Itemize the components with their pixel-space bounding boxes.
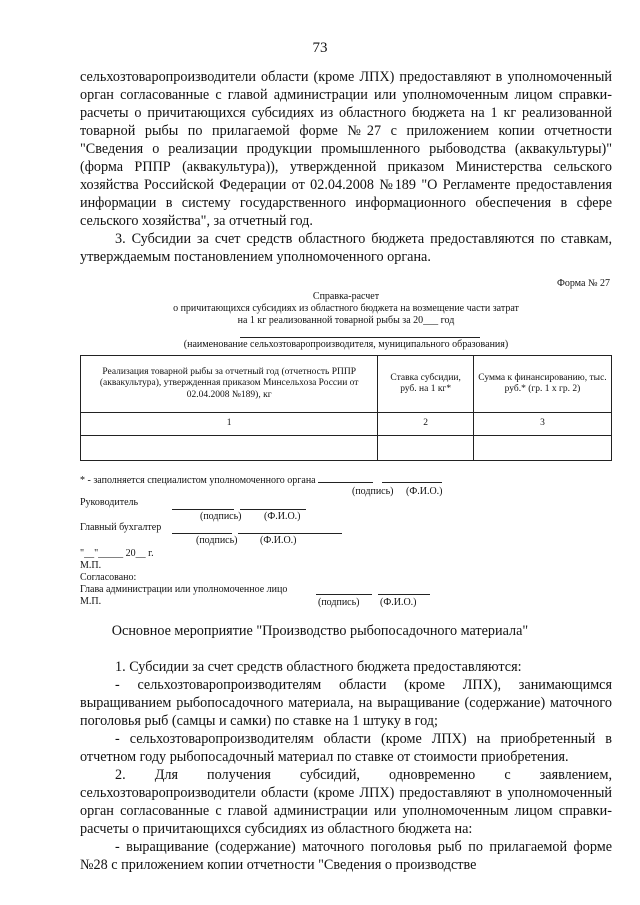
data-cell-3 xyxy=(473,436,611,461)
date-line: "__"_____ 20__ г. xyxy=(80,548,154,559)
admin-name-caption: (Ф.И.О.) xyxy=(380,597,417,608)
accountant-sign-line xyxy=(172,533,232,534)
column-number-2: 2 xyxy=(378,413,474,436)
accountant-label: Главный бухгалтер xyxy=(80,522,162,533)
data-cell-1 xyxy=(81,436,378,461)
calculation-table xyxy=(80,355,612,461)
section-heading: Основное мероприятие "Производство рыбопосадочного материала" xyxy=(111,623,529,639)
form-title: Справка-расчет xyxy=(312,291,380,302)
data-cell-2 xyxy=(378,436,474,461)
stamp-label: М.П. xyxy=(80,560,102,571)
head-sign-line xyxy=(172,509,234,510)
admin-sign-caption: (подпись) xyxy=(318,597,360,608)
section-paragraph-4: 2. Для получения субсидий, одновременно с заявлением, сельхозтоваропроизводители области (кроме ЛПХ) предоставляют в уполномоченный орган согласованные с главой администрации или уполномоченным лицом справки-расчеты о причитающихся субсидиях из областного бюджета на: xyxy=(80,767,612,837)
section-body xyxy=(80,658,612,874)
header-cell-rate: Ставка субсидии, руб. на 1 кг* xyxy=(378,356,474,413)
accountant-sign-caption: (подпись) xyxy=(196,535,238,546)
table-data-row xyxy=(81,436,612,461)
accountant-name-line xyxy=(238,533,342,534)
footnote-sign-line xyxy=(318,482,373,483)
admin-name-line xyxy=(378,594,430,595)
footnote-name-line xyxy=(382,482,442,483)
intro-text: сельхозтоваропроизводители области (кроме ЛПХ) предоставляют в уполномоченный орган согласованные с главой администрации или уполномоченным лицом справки-расчеты о причитающихся субсидиях из областного бюджета на 1 кг реализованной товарной рыбы по прилагаемой форме №27 с приложением копии отчетности "Сведения о реализации продукции промышленного рыбоводства (аквакультуры)" (форма РППР (аквакультура)), утвержденной приказом Министерства сельского хозяйства Российской Федерации от 02.04.2008 №189 "О Регламенте предоставления информации в систему государственного информационного обеспечения в сфере сельского хозяйства", за отчетный год. xyxy=(80,69,612,229)
intro-paragraph xyxy=(80,68,612,266)
section-paragraph-5: - выращивание (содержание) маточного поголовья рыб по прилагаемой форме №28 с приложением копии отчетности "Сведения о производстве xyxy=(80,839,612,873)
section-paragraph-3: - сельхозтоваропроизводителям области (кроме ЛПХ) на приобретенный в отчетном году рыбопосадочный материал по ставке от стоимости приобретения. xyxy=(80,731,612,765)
paragraph-3: 3. Субсидии за счет средств областного бюджета предоставляются по ставкам, утверждаемым постановлением уполномоченного органа. xyxy=(80,231,612,265)
head-name-line xyxy=(240,509,306,510)
form-subtitle-1: о причитающихся субсидиях из областного бюджета на возмещение части затрат xyxy=(173,303,519,314)
agreed-label: Согласовано: xyxy=(80,572,137,583)
table-number-row xyxy=(81,413,612,436)
producer-caption: (наименование сельхозтоваропроизводителя, муниципального образования) xyxy=(183,339,509,350)
header-cell-amount: Сумма к финансированию, тыс. руб.* (гр. 1 х гр. 2) xyxy=(473,356,611,413)
table-header-row xyxy=(81,356,612,413)
footnote-sign-caption: (подпись) xyxy=(352,486,394,497)
form-subtitle-2: на 1 кг реализованной товарной рыбы за 20___ год xyxy=(237,315,455,326)
column-number-3: 3 xyxy=(473,413,611,436)
admin-stamp: М.П. xyxy=(80,596,102,607)
admin-label: Глава администрации или уполномоченное лицо xyxy=(80,584,288,595)
footnote-text: * - заполняется специалистом уполномоченного органа xyxy=(80,475,316,486)
accountant-name-caption: (Ф.И.О.) xyxy=(260,535,297,546)
header-cell-sales: Реализация товарной рыбы за отчетный год (отчетность РППР (аквакультура), утвержденная приказом Минсельхоза России от 02.04.2008 №189), кг xyxy=(81,356,378,413)
footnote-name-caption: (Ф.И.О.) xyxy=(406,486,443,497)
page-number: 73 xyxy=(312,40,328,56)
section-paragraph-1: 1. Субсидии за счет средств областного бюджета предоставляются: xyxy=(115,659,522,675)
head-label: Руководитель xyxy=(80,497,139,508)
column-number-1: 1 xyxy=(81,413,378,436)
form-number: Форма № 27 xyxy=(557,278,610,289)
producer-line xyxy=(240,337,480,338)
head-sign-caption: (подпись) xyxy=(200,511,242,522)
head-name-caption: (Ф.И.О.) xyxy=(264,511,301,522)
admin-sign-line xyxy=(316,594,372,595)
section-paragraph-2: - сельхозтоваропроизводителям области (кроме ЛПХ), занимающимся выращиванием рыбопосадочного материала, на выращивание (содержание) маточного поголовья рыб (самцы и самки) по ставке на 1 штуку в год; xyxy=(80,677,612,729)
